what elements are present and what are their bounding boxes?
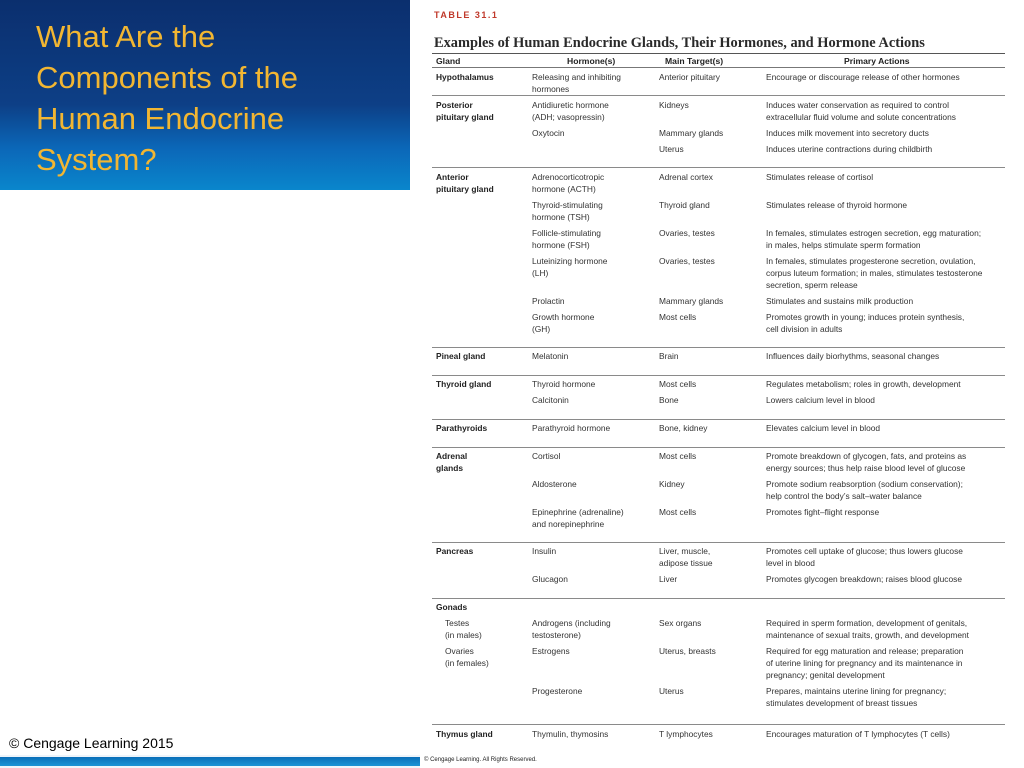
- row-separator: [432, 724, 1005, 725]
- cell-action: Promote sodium reabsorption (sodium conservation); help control the body’s salt–water balance: [766, 479, 963, 501]
- cell-action: Required in sperm formation, development of genitals, maintenance of sexual traits, growth, and development: [766, 618, 969, 640]
- cell-gland: Parathyroids: [436, 423, 488, 433]
- cell-target: Uterus: [659, 686, 684, 696]
- cell-action: Encourage or discourage release of other hormones: [766, 72, 960, 82]
- table-heading: Examples of Human Endocrine Glands, Their Hormones, and Hormone Actions: [434, 35, 925, 51]
- cell-action: Promotes fight–flight response: [766, 507, 880, 517]
- cell-action: In females, stimulates progesterone secretion, ovulation, corpus luteum formation; in males, stimulates testosterone secretion, sperm release: [766, 256, 983, 290]
- row-separator: [432, 598, 1005, 599]
- cell-target: Most cells: [659, 379, 697, 389]
- cell-hormone: Estrogens: [532, 646, 570, 656]
- cell-gland: Gonads: [436, 602, 468, 612]
- cell-target: Sex organs: [659, 618, 702, 628]
- cell-hormone: Cortisol: [532, 451, 561, 461]
- cell-target: Brain: [659, 351, 679, 361]
- cell-target: Mammary glands: [659, 128, 724, 138]
- cell-hormone: Oxytocin: [532, 128, 565, 138]
- cell-hormone: Thyroid-stimulating hormone (TSH): [532, 200, 603, 222]
- row-separator: [432, 542, 1005, 543]
- slide-title: What Are the Components of the Human Endocrine System?: [36, 19, 298, 177]
- cell-target: Kidney: [659, 479, 685, 489]
- cell-gland: Posterior pituitary gland: [436, 100, 494, 122]
- column-header-gland: Gland: [436, 56, 461, 66]
- row-separator: [432, 375, 1005, 376]
- cell-target: Thyroid gland: [659, 200, 710, 210]
- cell-hormone: Prolactin: [532, 296, 565, 306]
- cell-hormone: Thymulin, thymosins: [532, 729, 609, 739]
- row-separator: [432, 167, 1005, 168]
- cell-target: Bone: [659, 395, 679, 405]
- cell-hormone: Calcitonin: [532, 395, 569, 405]
- cell-target: Liver: [659, 574, 678, 584]
- cell-action: Promotes glycogen breakdown; raises blood glucose: [766, 574, 962, 584]
- cell-hormone: Luteinizing hormone (LH): [532, 256, 608, 278]
- cell-target: Most cells: [659, 507, 697, 517]
- cell-target: Kidneys: [659, 100, 689, 110]
- slide-copyright: © Cengage Learning 2015: [9, 735, 174, 751]
- cell-action: Regulates metabolism; roles in growth, development: [766, 379, 961, 389]
- cell-action: Lowers calcium level in blood: [766, 395, 875, 405]
- cell-hormone: Insulin: [532, 546, 557, 556]
- cell-gland: Anterior pituitary gland: [436, 172, 494, 194]
- cell-target: Most cells: [659, 451, 697, 461]
- cell-gland: Ovaries (in females): [445, 646, 489, 668]
- table-figure: [420, 0, 1024, 768]
- column-header-actions: Primary Actions: [844, 56, 910, 66]
- cell-hormone: Follicle-stimulating hormone (FSH): [532, 228, 601, 250]
- cell-gland: Thyroid gland: [436, 379, 492, 389]
- cell-action: In females, stimulates estrogen secretion, egg maturation; in males, helps stimulate sperm formation: [766, 228, 982, 250]
- title-panel: [0, 0, 410, 190]
- cell-hormone: Melatonin: [532, 351, 569, 361]
- bottom-accent-bar: [0, 757, 420, 766]
- row-separator: [432, 347, 1005, 348]
- cell-action: Required for egg maturation and release; preparation of uterine lining for pregnancy and its maintenance in pregnancy; genital development: [766, 646, 964, 680]
- column-header-targets: Main Target(s): [665, 56, 724, 66]
- cell-action: Promote breakdown of glycogen, fats, and proteins as energy sources; thus help raise blood level of glucose: [766, 451, 967, 473]
- cell-target: Bone, kidney: [659, 423, 708, 433]
- row-separator: [432, 95, 1005, 96]
- cell-target: Mammary glands: [659, 296, 724, 306]
- cell-hormone: Thyroid hormone: [532, 379, 596, 389]
- cell-action: Stimulates and sustains milk production: [766, 296, 914, 306]
- cell-action: Influences daily biorhythms, seasonal changes: [766, 351, 940, 361]
- cell-hormone: Aldosterone: [532, 479, 577, 489]
- cell-hormone: Androgens (including testosterone): [532, 618, 611, 640]
- cell-target: Anterior pituitary: [659, 72, 720, 82]
- cell-target: Adrenal cortex: [659, 172, 713, 182]
- cell-action: Prepares, maintains uterine lining for pregnancy; stimulates development of breast tissues: [766, 686, 947, 708]
- cell-gland: Testes (in males): [445, 618, 482, 640]
- heading-rule: [432, 53, 1005, 54]
- table-number: TABLE 31.1: [434, 10, 499, 20]
- cell-action: Induces water conservation as required to control extracellular fluid volume and solute concentrations: [766, 100, 956, 122]
- cell-gland: Adrenal glands: [436, 451, 468, 473]
- cell-hormone: Growth hormone (GH): [532, 312, 595, 334]
- row-separator: [432, 419, 1005, 420]
- cell-action: Stimulates release of cortisol: [766, 172, 874, 182]
- cell-target: Liver, muscle, adipose tissue: [659, 546, 713, 568]
- cell-hormone: Adrenocorticotropic hormone (ACTH): [532, 172, 605, 194]
- cell-target: T lymphocytes: [659, 729, 713, 739]
- cell-hormone: Glucagon: [532, 574, 568, 584]
- cell-action: Induces uterine contractions during childbirth: [766, 144, 933, 154]
- cell-gland: Thymus gland: [436, 729, 493, 739]
- cell-action: Promotes cell uptake of glucose; thus lowers glucose level in blood: [766, 546, 963, 568]
- cell-action: Stimulates release of thyroid hormone: [766, 200, 908, 210]
- cell-action: Promotes growth in young; induces protein synthesis, cell division in adults: [766, 312, 965, 334]
- cell-hormone: Epinephrine (adrenaline) and norepinephrine: [532, 507, 624, 529]
- cell-target: Most cells: [659, 312, 697, 322]
- cell-action: Induces milk movement into secretory ducts: [766, 128, 929, 138]
- column-header-hormones: Hormone(s): [567, 56, 616, 66]
- cell-hormone: Antidiuretic hormone (ADH; vasopressin): [532, 100, 609, 122]
- row-separator: [432, 447, 1005, 448]
- cell-target: Ovaries, testes: [659, 256, 715, 266]
- cell-target: Uterus, breasts: [659, 646, 716, 656]
- cell-action: Elevates calcium level in blood: [766, 423, 881, 433]
- cell-gland: Pineal gland: [436, 351, 486, 361]
- cell-target: Ovaries, testes: [659, 228, 715, 238]
- table-credit: © Cengage Learning. All Rights Reserved.: [424, 757, 537, 763]
- cell-hormone: Releasing and inhibiting hormones: [532, 72, 621, 94]
- cell-hormone: Progesterone: [532, 686, 583, 696]
- cell-action: Encourages maturation of T lymphocytes (T cells): [766, 729, 950, 739]
- cell-gland: Hypothalamus: [436, 72, 494, 82]
- cell-target: Uterus: [659, 144, 684, 154]
- cell-hormone: Parathyroid hormone: [532, 423, 611, 433]
- header-rule: [432, 67, 1005, 68]
- cell-gland: Pancreas: [436, 546, 474, 556]
